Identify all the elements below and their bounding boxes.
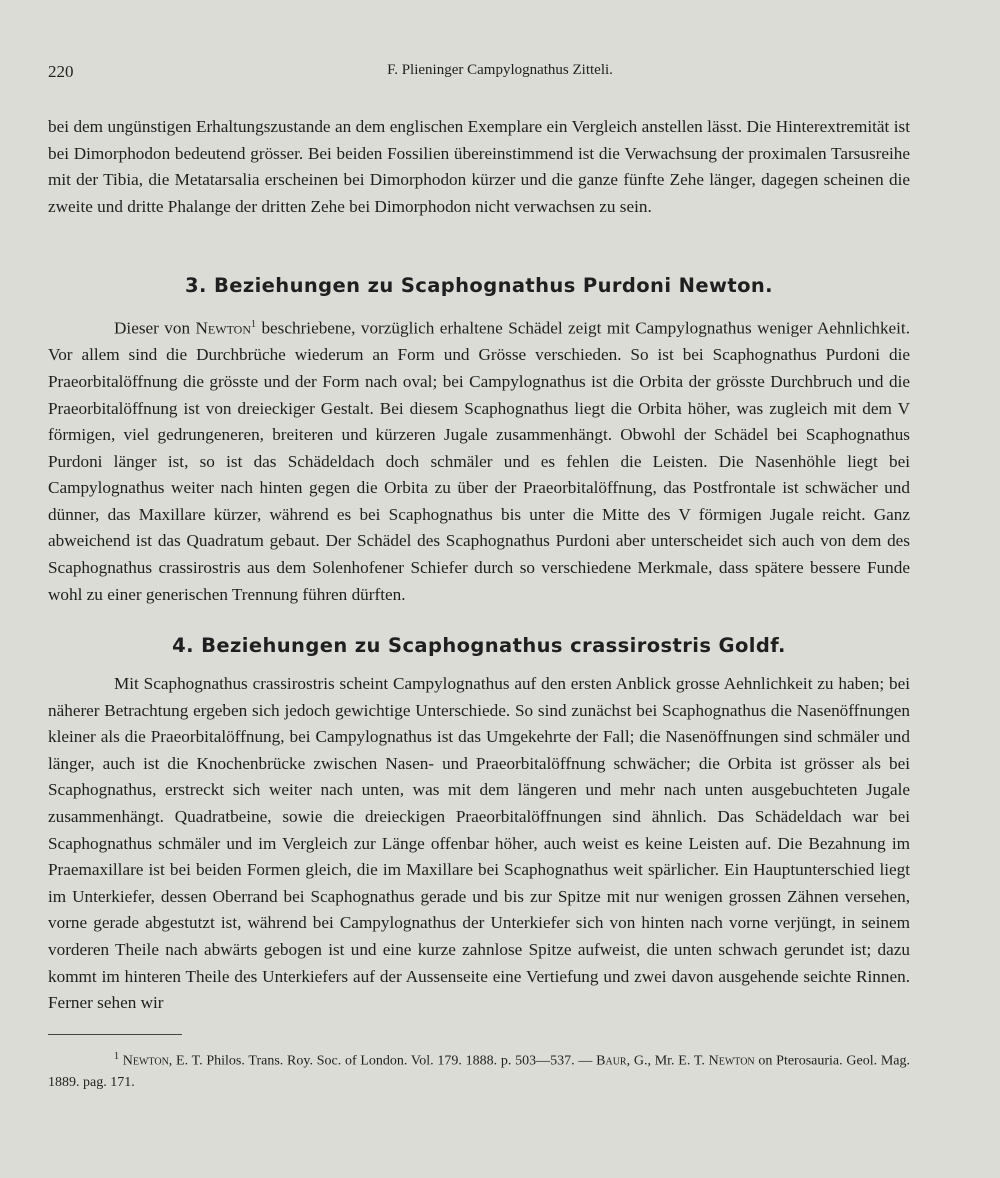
section-3-text-start: Dieser von <box>114 318 196 338</box>
footnote-author-newton-2: Newton <box>708 1053 755 1069</box>
intro-paragraph: bei dem ungünstigen Erhaltungszustande an dem englischen Exemplare ein Vergleich anstellen lässt. Die Hinterextremität ist bei Dimorphodon bedeutend grösser. Bei beiden Fossilien übereinstimmend ist die Verwachsung der proximalen Tarsusreihe mit der Tibia, die Metatarsalia erscheinen bei Dimorphodon kürzer und die ganze fünfte Zehe länger, dagegen scheinen die zweite und dritte Phalange der dritten Zehe bei Dimorphodon nicht verwachsen zu sein. <box>48 117 910 216</box>
footnote-citation-2: , G., Mr. E. T. <box>626 1053 709 1069</box>
section-3-text-rest: beschriebene, vorzüglich erhaltene Schädel zeigt mit Campylognathus weniger Aehnlichkeit. Vor allem sind die Durchbrüche wiederum an Form und Grösse verschieden. So ist bei Scaphognathus Purdoni die Praeorbitalöffnung die grösste und der Form nach oval; bei Campylognathus ist die Orbita der grösste Durchbruch und die Praeorbitalöffnung ist von dreieckiger Gestalt. Bei diesem Scaphognathus liegt die Orbita höher, was zugleich mit dem V förmigen, viel gedrungeneren, breiteren und kürzeren Jugale zusammenhängt. Obwohl der Schädel bei Scaphognathus Purdoni länger ist, so ist das Schädeldach doch schmäler und es fehlen die Leisten. Die Nasenhöhle liegt bei Campylognathus weiter nach hinten gegen die Orbita zu über der Praeorbitalöffnung, das Postfrontale ist schwächer und dünner, das Maxillare kürzer, während es bei Scaphognathus bis unter die Mitte des V förmigen Jugale reicht. Ganz abweichend ist das Quadratum gebaut. Der Schädel des Scaphognathus Purdoni aber unterscheidet sich auch von dem des Scaphognathus crassirostris aus dem Solenhofener Schiefer durch so verschiedene Merkmale, dass spätere bessere Funde wohl zu einer generischen Trennung führen dürften. <box>48 318 911 604</box>
footnote-citation-1: , E. T. Philos. Trans. Roy. Soc. of London. Vol. 179. 1888. p. 503—537. — <box>168 1053 597 1069</box>
footnote-divider <box>48 1034 182 1035</box>
running-head <box>48 62 952 84</box>
section-4-paragraph: Mit Scaphognathus crassirostris scheint Campylognathus auf den ersten Anblick grosse Aehnlichkeit zu haben; bei näherer Betrachtung ergeben sich jedoch gewichtige Unterschiede. So sind zunächst bei Scaphognathus die Nasenöffnungen kleiner als die Praeorbitalöffnung, bei Campylognathus ist das Umgekehrte der Fall; die Nasenöffnungen sind schmäler und länger, auch ist die Knochenbrücke zwischen Nasen- und Praeorbitalöffnung schwächer; die Orbita ist grösser als bei Scaphognathus, erstreckt sich weiter nach unten, was mit dem längeren und mehr nach unten ausgebuchteten Jugale zusammenhängt. Quadratbeine, sowie die dreieckigen Praeorbitalöffnungen sind ähnlich. Das Schädeldach war bei Scaphognathus schmäler und im Vergleich zur Länge offenbar höher, auch weist es keine Leisten auf. Die Bezahnung im Praemaxillare ist bei beiden Formen gleich, die im Maxillare bei Scaphognathus weit spärlicher. Ein Hauptunterschied liegt im Unterkiefer, dessen Oberrand bei Scaphognathus gerade und bis zur Spitze mit nur wenigen grossen Zähnen versehen, vorne gerade abgestutzt ist, während bei Campylognathus der Unterkiefer sich von hinten nach vorne verjüngt, in seinem vorderen Theile nach abwärts gebogen ist und eine kurze zahnlose Spitze aufweist, die unten schwach gerundet ist; dazu kommt im hinteren Theile des Unterkiefers auf der Aussenseite eine Vertiefung und zwei davon ausgehende seichte Rinnen. Ferner sehen wir <box>48 674 910 1013</box>
footnote-author-newton: Newton <box>122 1053 169 1069</box>
footnote-citation-3: on Pterosauria. Geol. Mag. 1889. pag. 171. <box>48 1053 911 1090</box>
section-3-paragraph <box>48 312 910 608</box>
section-3 <box>48 274 910 608</box>
footnote-mark: 1 <box>114 1051 119 1062</box>
footnote-author-baur: Baur <box>596 1053 627 1069</box>
footnote-text <box>48 1046 910 1093</box>
footnote-ref: 1 <box>251 319 257 330</box>
section-4-heading: 4. Beziehungen zu Scaphognathus crassirostris Goldf. <box>172 634 786 657</box>
page-number: 220 <box>48 62 74 81</box>
intro-block <box>48 114 910 220</box>
running-title: F. Plieninger Campylognathus Zitteli. <box>387 62 613 78</box>
section-4 <box>48 634 910 1017</box>
author-newton: Newton <box>195 318 252 338</box>
section-3-heading: 3. Beziehungen zu Scaphognathus Purdoni Newton. <box>185 274 773 297</box>
footnote <box>48 1046 910 1093</box>
